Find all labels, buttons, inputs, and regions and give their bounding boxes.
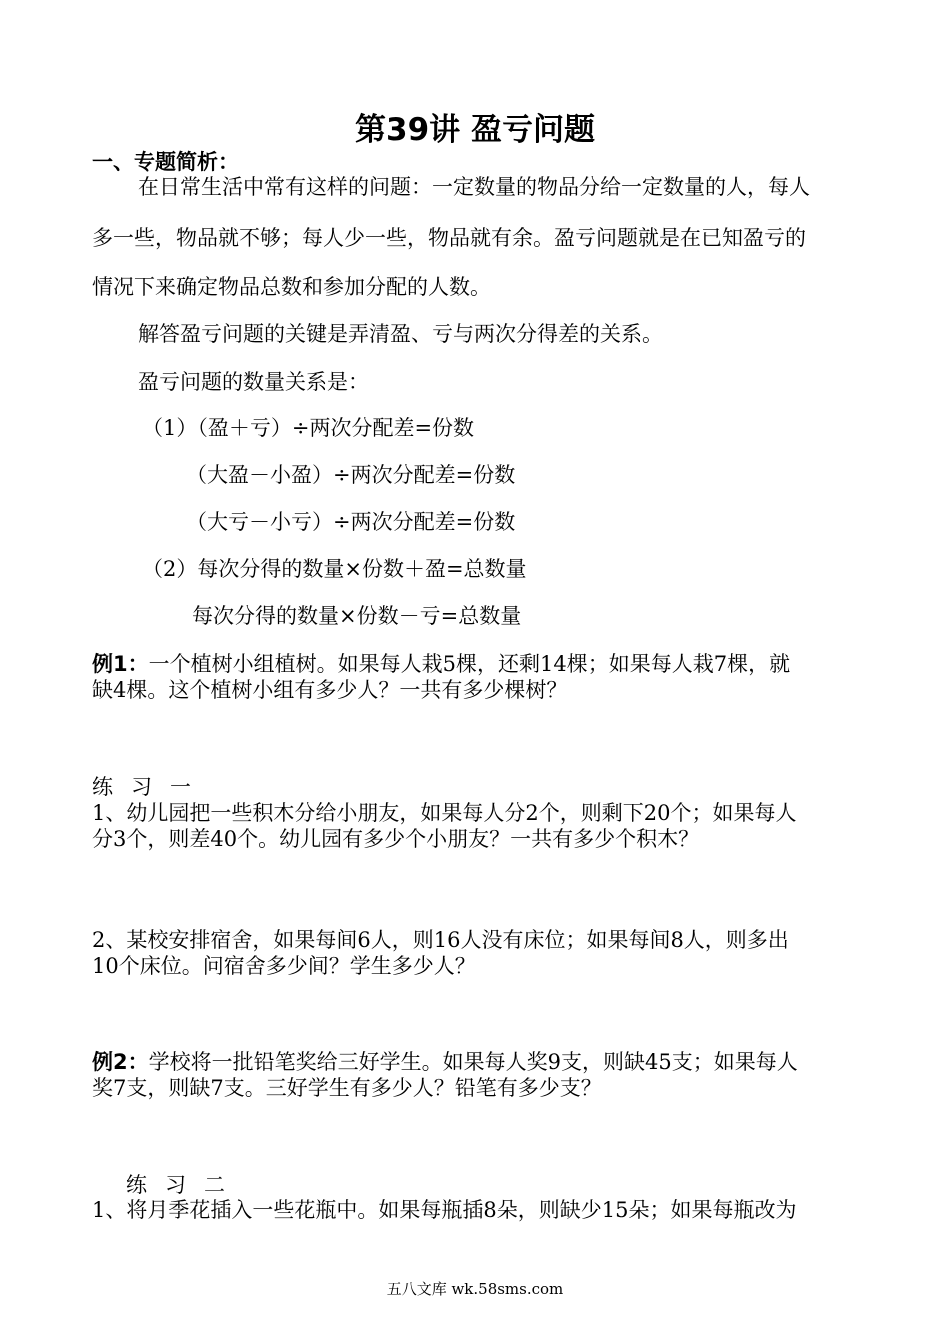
practice-1-q1-line-1: 1、幼儿园把一些积木分给小朋友，如果每人分2个，则剩下20个；如果每人 [92, 801, 797, 825]
intro-line-2: 多一些，物品就不够；每人少一些，物品就有余。盈亏问题就是在已知盈亏的 [92, 226, 806, 250]
example-2-label: 例2： [92, 1050, 149, 1074]
practice-2-q1-line-1: 1、将月季花插入一些花瓶中。如果每瓶插8朵，则缺少15朵；如果每瓶改为 [92, 1198, 797, 1222]
example-2-line-2: 奖7支，则缺7支。三好学生有多少人？铅笔有多少支？ [92, 1076, 602, 1100]
formula-2: （大盈－小盈）÷两次分配差=份数 [186, 463, 516, 487]
section-heading: 一、专题简析： [92, 150, 239, 174]
intro-line-1: 在日常生活中常有这样的问题：一定数量的物品分给一定数量的人，每人 [138, 175, 810, 199]
example-2-text: 学校将一批铅笔奖给三好学生。如果每人奖9支，则缺45支；如果每人 [148, 1050, 798, 1074]
example-1-line-2: 缺4棵。这个植树小组有多少人？一共有多少棵树？ [92, 678, 568, 702]
footer-watermark: 五八文库 wk.58sms.com [386, 1280, 564, 1298]
example-1-line-1 [92, 652, 790, 676]
key-point-text: 解答盈亏问题的关键是弄清盈、亏与两次分得差的关系。 [138, 322, 663, 346]
practice-1-heading: 练习一 [92, 775, 209, 799]
formula-5: 每次分得的数量×份数－亏=总数量 [192, 604, 522, 628]
formula-4: （2）每次分得的数量×份数＋盈=总数量 [142, 557, 527, 581]
example-2-line-1 [92, 1050, 798, 1074]
practice-1-q2-line-2: 10个床位。问宿舍多少间？学生多少人？ [92, 954, 476, 978]
formula-3: （大亏－小亏）÷两次分配差=份数 [186, 510, 516, 534]
example-1-text: 一个植树小组植树。如果每人栽5棵，还剩14棵；如果每人栽7棵，就 [148, 652, 791, 676]
formula-1: （1）（盈＋亏）÷两次分配差=份数 [142, 416, 475, 440]
practice-1-q2-line-1: 2、某校安排宿舍，如果每间6人，则16人没有床位；如果每间8人，则多出 [92, 928, 789, 952]
practice-2-heading: 练习二 [126, 1173, 243, 1197]
practice-1-q1-line-2: 分3个，则差40个。幼儿园有多少个小朋友？一共有多少个积木？ [92, 827, 700, 851]
relation-intro-text: 盈亏问题的数量关系是： [138, 370, 369, 394]
page-title: 第39讲 盈亏问题 [355, 112, 595, 148]
example-1-label: 例1： [92, 652, 149, 676]
intro-line-3: 情况下来确定物品总数和参加分配的人数。 [92, 275, 491, 299]
